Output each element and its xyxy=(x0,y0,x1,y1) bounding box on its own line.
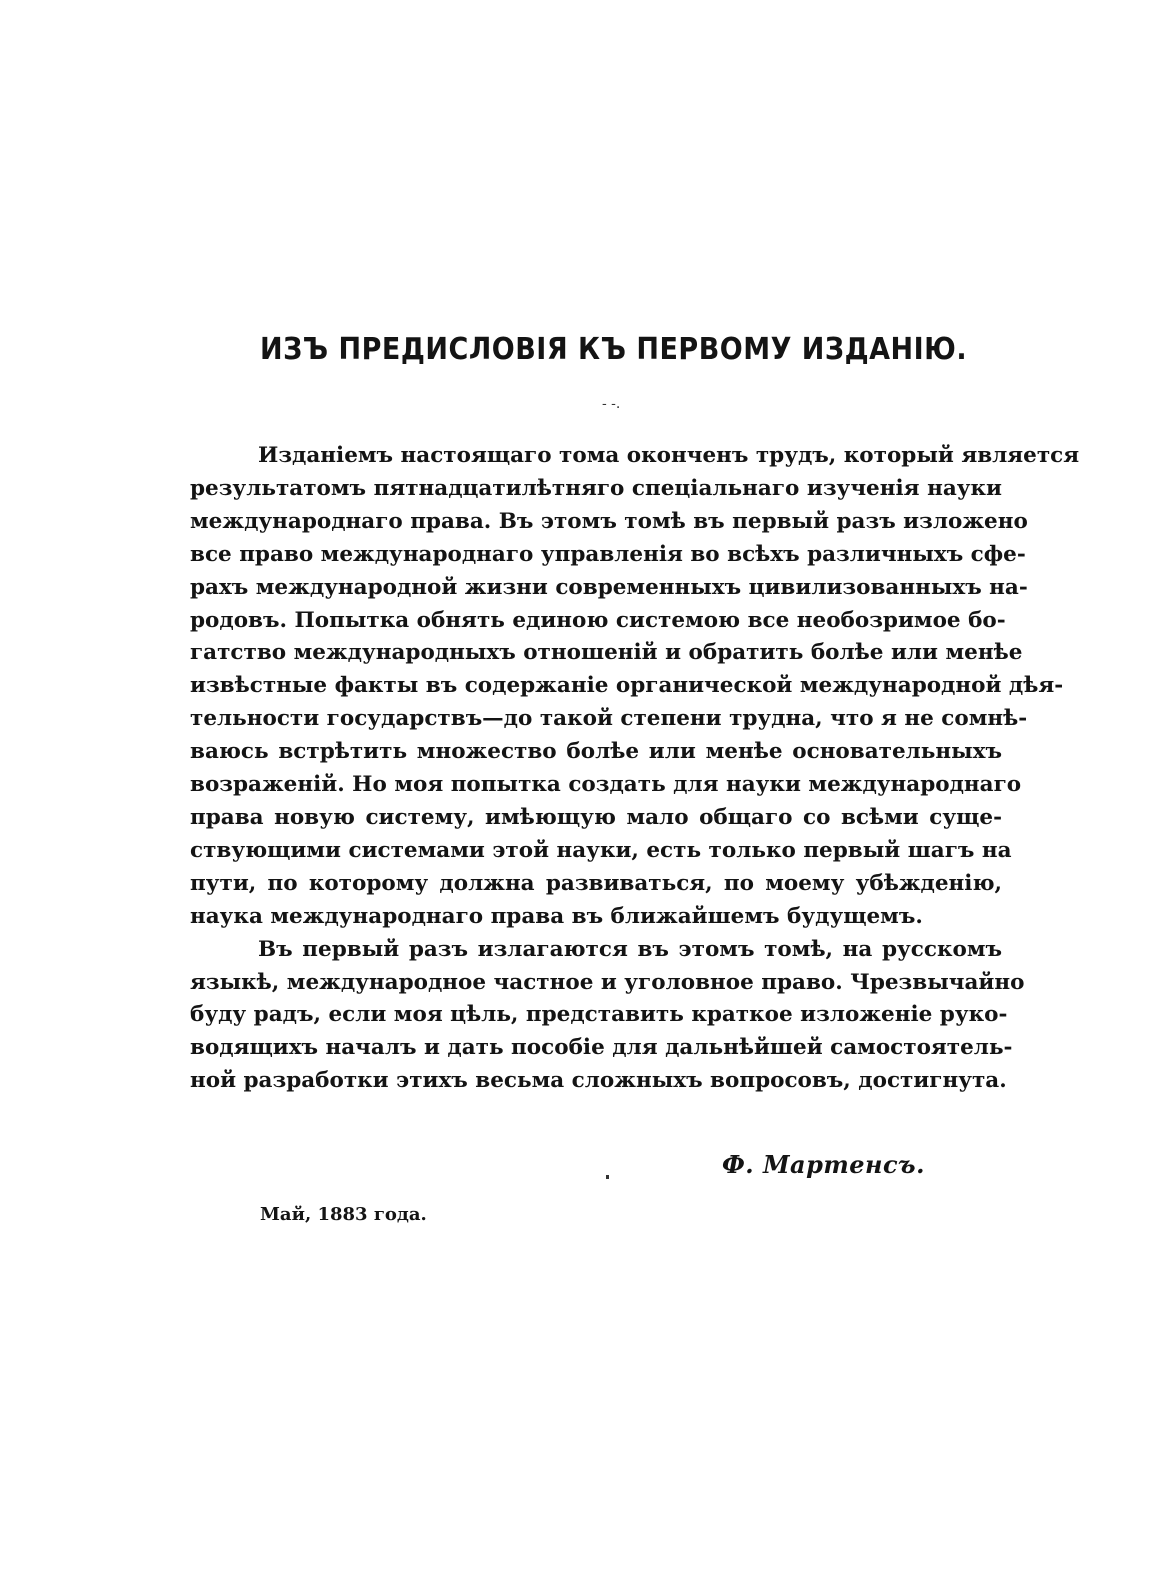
text-line: водящихъ началъ и дать пособіе для дальнѣйшей самостоятель- xyxy=(190,1035,1013,1061)
text-line: пути, по которому должна развиваться, по моему убѣжденію, xyxy=(190,870,1002,896)
author-signature: Ф. Мартенсъ. xyxy=(722,1150,925,1179)
text-line: тельности государствъ—до такой степени трудна, что я не сомнѣ- xyxy=(190,706,1028,732)
publication-date: Май, 1883 года. xyxy=(260,1204,427,1225)
preface-body xyxy=(190,440,1080,1098)
text-line: ной разработки этихъ весьма сложныхъ вопросовъ, достигнута. xyxy=(190,1068,1007,1094)
page-title: ИЗЪ ПРЕДИСЛОВІЯ КЪ ПЕРВОМУ ИЗДАНІЮ. xyxy=(260,332,968,367)
separator-mark: - -. xyxy=(602,396,621,412)
text-line: рахъ международной жизни современныхъ цивилизованныхъ на- xyxy=(190,574,1028,600)
text-line: буду радъ, если моя цѣль, представить краткое изложеніе руко- xyxy=(190,1002,1008,1028)
text-line: возраженій. Но моя попытка создать для науки международнаго xyxy=(190,772,1022,798)
text-line: наука международнаго права въ ближайшемъ будущемъ. xyxy=(190,903,923,929)
text-line: Изданіемъ настоящаго тома оконченъ трудъ, который является xyxy=(258,443,1080,468)
text-line: гатство международныхъ отношеній и обратить болѣе или менѣе xyxy=(190,640,1023,666)
text-line: все право международнаго управленія во всѣхъ различныхъ сфе- xyxy=(190,541,1026,567)
text-line: родовъ. Попытка обнять единою системою все необозримое бо- xyxy=(190,607,1006,633)
paragraph-2 xyxy=(190,934,1025,1099)
text-line: результатомъ пятнадцатилѣтняго спеціальнаго изученія науки xyxy=(190,475,1002,501)
print-speck xyxy=(606,1175,609,1179)
text-line: ствующими системами этой науки, есть только первый шагъ на xyxy=(190,837,1012,863)
text-line: извѣстные факты въ содержаніе органической международной дѣя- xyxy=(190,673,1064,699)
text-line: Въ первый разъ излагаются въ этомъ томѣ, на русскомъ xyxy=(258,936,1002,962)
text-line: языкѣ, международное частное и уголовное право. Чрезвычайно xyxy=(190,969,1025,995)
text-line: международнаго права. Въ этомъ томѣ въ первый разъ изложено xyxy=(190,508,1028,534)
paragraph-1 xyxy=(190,440,1080,934)
text-line: ваюсь встрѣтить множество болѣе или менѣе основательныхъ xyxy=(190,739,1002,765)
text-line: права новую систему, имѣющую мало общаго со всѣми суще- xyxy=(190,804,1002,830)
